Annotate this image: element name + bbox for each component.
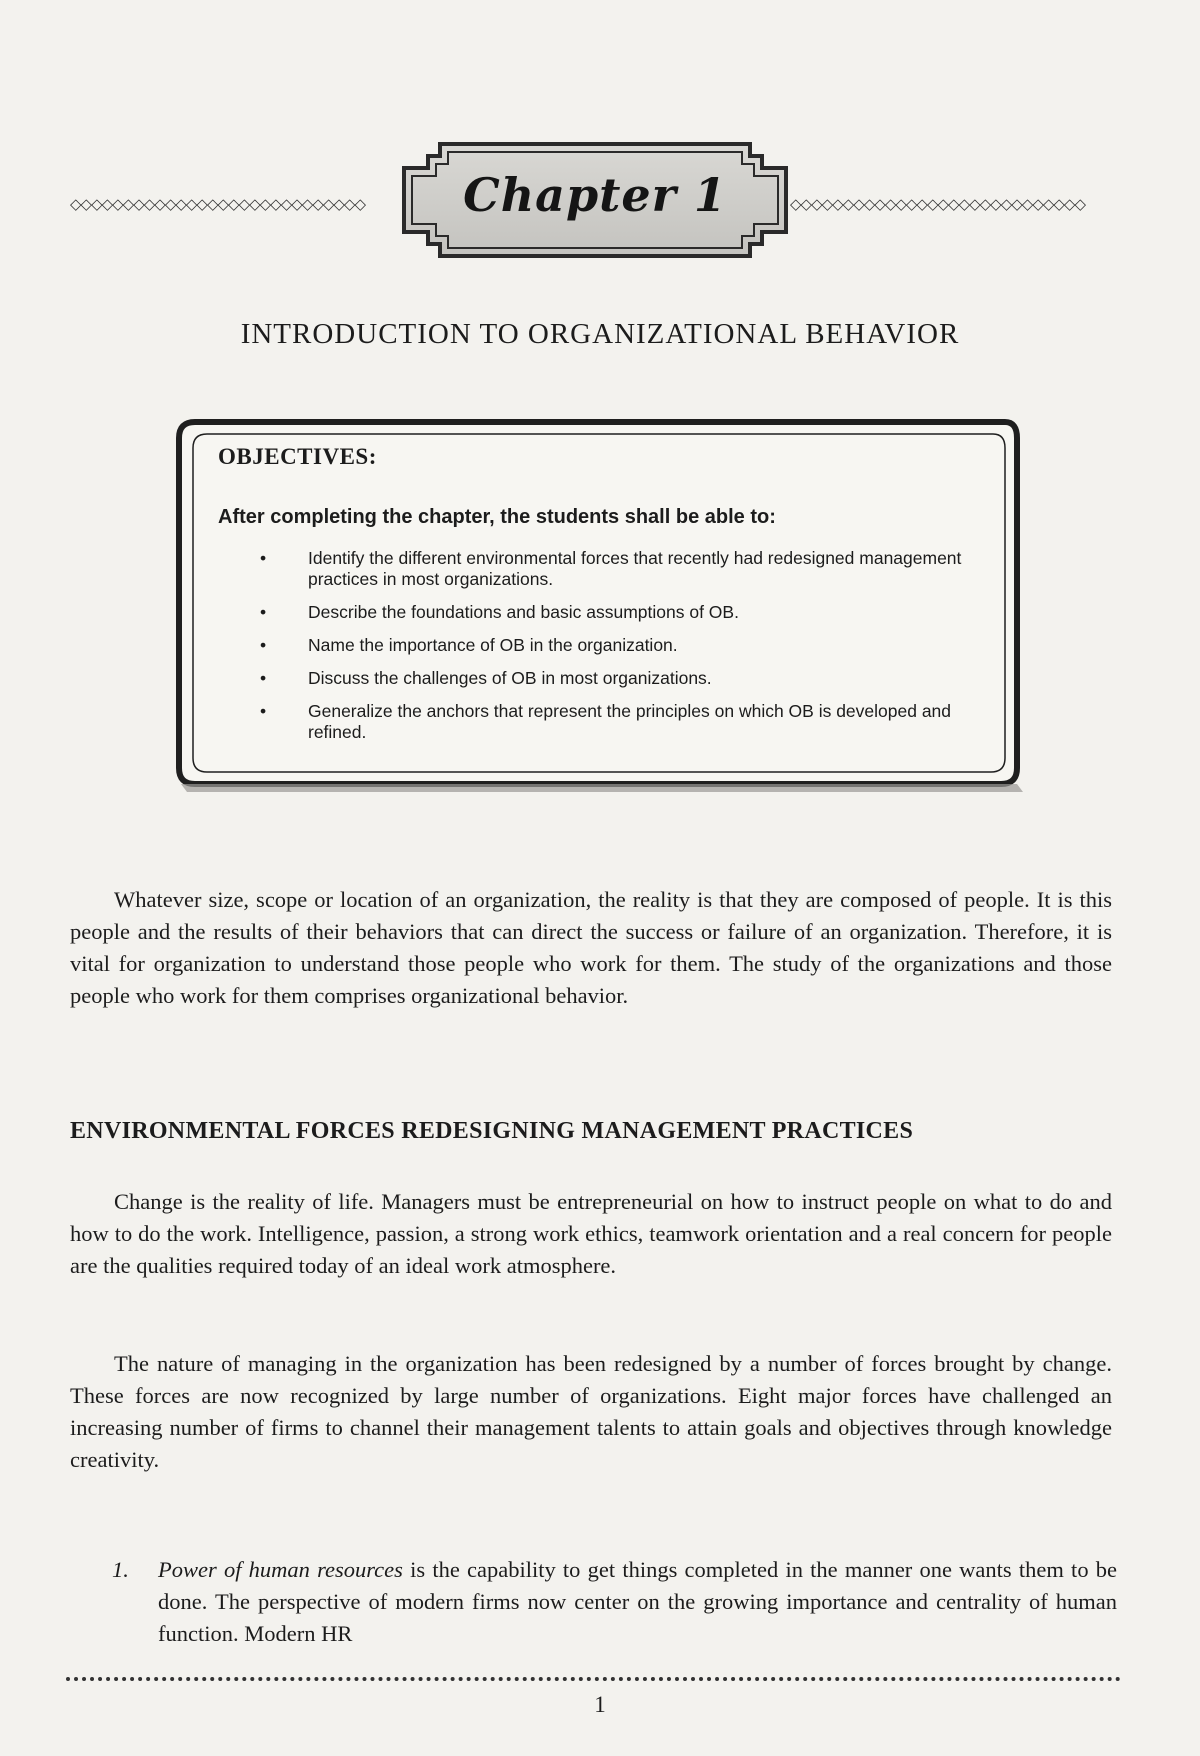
objectives-intro: After completing the chapter, the students shall be able to: — [218, 506, 776, 528]
section-heading: ENVIRONMENTAL FORCES REDESIGNING MANAGEMENT PRACTICES — [70, 1118, 914, 1144]
diamond-border-right: ◇◇◇◇◇◇◇◇◇◇◇◇◇◇◇◇◇◇◇◇◇◇◇◇◇◇◇◇ — [790, 196, 1085, 212]
page-number: 1 — [594, 1692, 606, 1717]
objectives-title: OBJECTIVES: — [218, 444, 377, 469]
bullet-icon: • — [260, 548, 267, 568]
objective-item: • Identify the different environmental forces that recently had redesigned management practices in most organizations. — [260, 548, 962, 589]
list-item-text: Power of human resources is the capability to get things completed in the manner one wants them to be done. The perspective of modern firms now center on the growing importance and centrality of human function. Modern HR — [158, 1557, 1117, 1646]
bullet-icon: • — [260, 635, 267, 655]
objectives-list — [252, 548, 972, 755]
list-number: 1. — [112, 1557, 129, 1582]
diamond-border-left: ◇◇◇◇◇◇◇◇◇◇◇◇◇◇◇◇◇◇◇◇◇◇◇◇◇◇◇◇ — [70, 196, 365, 212]
body-paragraph: The nature of managing in the organization has been redesigned by a number of forces brought by change. These forces are now recognized by large number of organizations. Eight major forces have challenged an increasing number of firms to channel their management talents to attain goals and objectives through knowledge creativity. — [70, 1351, 1112, 1472]
chapter-title: Chapter 1 — [463, 168, 727, 222]
objective-item: • Name the importance of OB in the organization. — [260, 635, 678, 655]
chapter-title-frame — [400, 140, 790, 260]
objective-item: • Describe the foundations and basic assumptions of OB. — [260, 602, 739, 622]
list-term: Power of human resources — [158, 1557, 403, 1582]
bullet-icon: • — [260, 602, 267, 622]
body-paragraph: Change is the reality of life. Managers must be entrepreneurial on how to instruct people on what to do and how to do the work. Intelligence, passion, a strong work ethics, teamwork orientation and a real concern for people are the qualities required today of an ideal work atmosphere. — [70, 1189, 1112, 1278]
bullet-icon: • — [260, 668, 267, 688]
intro-paragraph: Whatever size, scope or location of an organization, the reality is that they are composed of people. It is this people and the results of their behaviors that can direct the success or failure of an organization. Therefore, it is vital for organization to understand those people who work for them. The study of the organizations and those people who work for them comprises organizational behavior. — [70, 887, 1112, 1008]
bullet-icon: • — [260, 701, 267, 721]
chapter-banner — [70, 140, 1125, 260]
chapter-heading: INTRODUCTION TO ORGANIZATIONAL BEHAVIOR — [240, 318, 960, 350]
objective-item: • Generalize the anchors that represent the principles on which OB is developed and refined. — [260, 701, 952, 742]
objective-item: • Discuss the challenges of OB in most organizations. — [260, 668, 712, 688]
footer-divider — [66, 1677, 1121, 1681]
